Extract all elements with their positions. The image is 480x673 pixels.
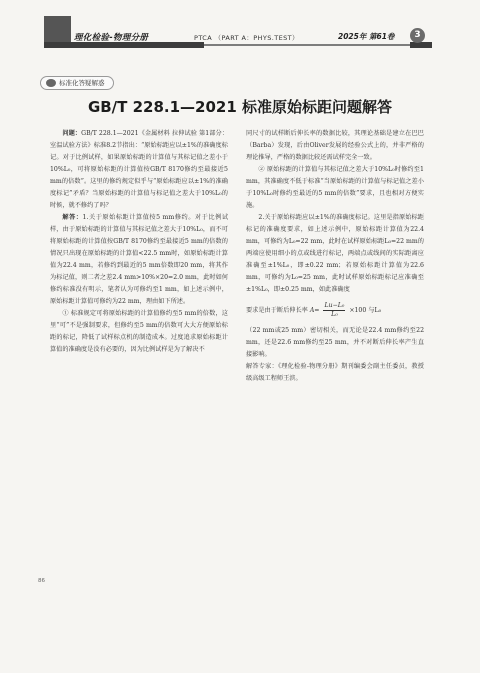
header-logo-block: [44, 16, 71, 43]
answer-paragraph-2: ① 标准规定可将原始标距的计算值修约至5 mm的倍数，这里“可”不是强制要求，但修约至5 mm的倍数可大大方便原始标距的标记，降低了试样标点机的制造成本。过度追求原始标距计算值的准确度是没有必要的，因为比例试样是为了解决不: [50, 310, 228, 353]
right-paragraph-5: 解答专家：《理化检验-物理分册》期刊编委会副主任委员，教授级高级工程师王滨。: [246, 363, 424, 382]
formula-lhs: A=: [309, 307, 320, 314]
right-column: [246, 128, 424, 385]
formula-denominator: L₀: [331, 311, 338, 318]
answer-paragraph-1: [50, 212, 228, 308]
page-number: 86: [38, 578, 45, 584]
question-text: GB/T 228.1—2021《金属材料 拉伸试验 第1部分：室温试验方法》标准8.2节指出：“原始标距应以±1%的准确度标记。对于比例试样，如果原始标距的计算值与其标记值之差小于10%L₀，可将原始标距的计算值按GB/T 8170修约至最接近5 mm的倍数”。这里的修约规定似乎与“原始标距应以±1%的准确度标记”矛盾？当原始标距的计算值与标记值之差大于10%L₀的时候，就不修约了吗？: [50, 130, 229, 209]
elongation-formula: [246, 302, 424, 319]
column-tag-label: 标准化答疑解惑: [59, 79, 105, 87]
column-tag-icon: [46, 79, 56, 87]
header-rule-middle: [204, 44, 410, 46]
formula-suffix: ×100 与L₀: [349, 307, 382, 314]
issue-badge: 3: [410, 28, 425, 43]
running-header: [0, 0, 480, 56]
right-paragraph-2: ② 原始标距的计算值与其标记值之差大于10%L₀时修约至1 mm，其准确度不低于标准“当原始标距的计算值与标记值之差小于10%L₀时修约至最近的5 mm的倍数”要求，且也相对方便实施。: [246, 166, 424, 209]
journal-series: PTCA （PART A：PHYS.TEST）: [194, 34, 299, 42]
question-lead: 问题：: [62, 130, 82, 137]
column-tag: [40, 76, 114, 90]
article-title: GB/T 228.1—2021 标准原始标距问题解答: [87, 98, 393, 116]
question-paragraph: [50, 128, 228, 212]
left-column: [50, 128, 228, 356]
answer-lead: 解答：: [62, 214, 83, 221]
formula-numerator: Lu−L₀: [324, 302, 345, 309]
formula-fraction: [323, 302, 345, 319]
answer-text-1: 1.关于原始标距计算值按5 mm修约。对于比例试样，由于原始标距的计算值与其标记值之差大于10%L₀，而不可将原始标距的计算值按GB/T 8170修约至最接近5 mm的倍数的情况只出现在原始标距的计算值<22.5 mm时，如原始标距计算值为22.4 mm，若修约到最近的5 mm倍数即20 mm，将其作为标记值，则二者之差2.4 mm>10%×20=2.0 mm，此时如何修约标准没有明示，笔者认为可修约至1 mm，如上述示例中，原始标距计算值可修约为22 mm，理由如下所述。: [50, 214, 229, 305]
right-paragraph-4: （22 mm或25 mm）密切相关，而无论是22.4 mm修约至22 mm，还是22.6 mm修约至25 mm，并不对断后伸长率产生直接影响。: [246, 327, 424, 358]
formula-prefix: 要求是由于断后伸长率: [246, 307, 308, 314]
journal-name: 理化检验-物理分册: [74, 33, 149, 43]
right-paragraph-1: 同尺寸的试样断后伸长率的数据比较，其理论基础是建立在巴巴（Barba）发现，后由Oliver发展的经验公式上的，并非严格的理论推导，严格的数据比较还需试样完全一致。: [246, 130, 424, 161]
right-paragraph-3: 2.关于原始标距应以±1%的准确度标记。这里是指原始标距标记的准确度要求，如上述示例中，原始标距计算值为22.4 mm，可修约为L₀=22 mm，此时在试样原始标距L₀=22 mm的两端应使用细小的点或线进行标记，两端点或线间的实际距离应准确至±1%L₀，即±0.22 mm；若原始标距计算值为22.6 mm，可修约为L₀=25 mm，此时试样原始标距标记应准确至±1%L₀，即±0.25 mm，如此准确度: [246, 214, 424, 293]
header-rule-right: [410, 42, 432, 48]
volume-label: 2025年 第61卷: [338, 32, 395, 41]
